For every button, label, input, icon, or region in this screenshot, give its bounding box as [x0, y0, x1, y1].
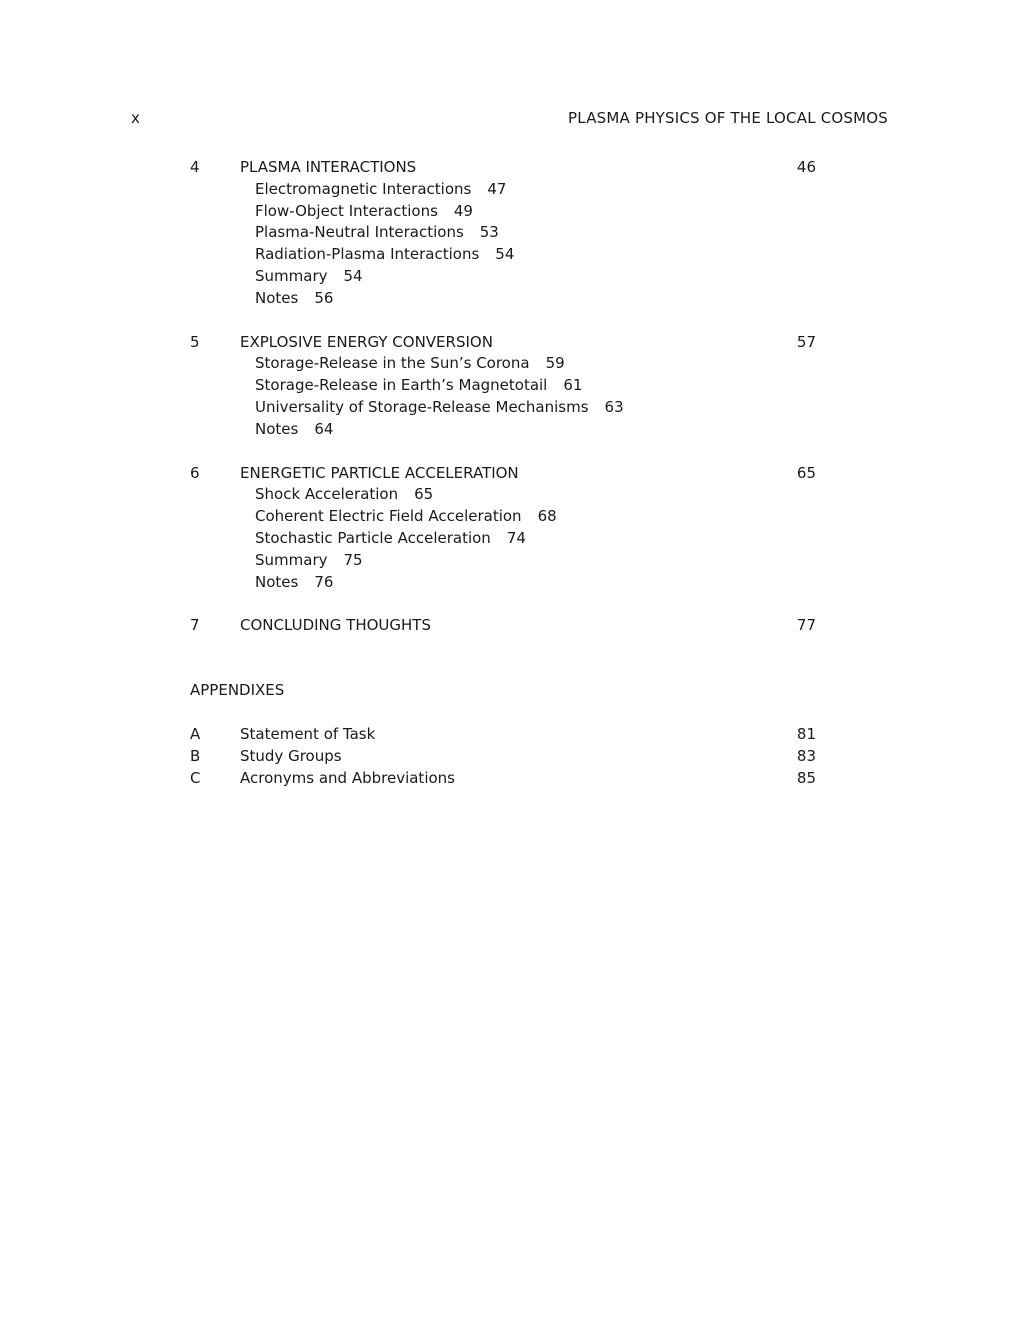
page-header: [131, 107, 888, 129]
section-title: Stochastic Particle Acceleration: [255, 528, 491, 547]
chapter-number: 7: [190, 616, 200, 635]
section-entry[interactable]: [190, 484, 816, 506]
section-entry[interactable]: [190, 244, 816, 266]
section-entry[interactable]: [190, 419, 816, 441]
section-title: Electromagnetic Interactions: [255, 179, 472, 198]
appendix-title: Acronyms and Abbreviations: [240, 768, 455, 787]
appendix-entry[interactable]: [190, 768, 816, 790]
appendix-page: 81: [796, 724, 816, 743]
section-entry[interactable]: [190, 288, 816, 310]
section-entry[interactable]: [190, 375, 816, 397]
chapter-title: CONCLUDING THOUGHTS: [240, 616, 431, 635]
chapter-5: [190, 332, 816, 441]
appendixes-heading: APPENDIXES: [190, 681, 285, 700]
appendix-letter: C: [190, 768, 201, 787]
section-title: Summary: [255, 550, 328, 569]
section-page: 64: [314, 419, 334, 438]
chapter-4: [190, 157, 816, 310]
section-page: 75: [343, 550, 363, 569]
chapter-title: PLASMA INTERACTIONS: [240, 158, 417, 176]
section-title: Storage-Release in the Sun’s Corona: [255, 354, 530, 373]
chapter-number: 4: [190, 158, 200, 176]
section-entry[interactable]: [190, 266, 816, 288]
section-entry[interactable]: [190, 353, 816, 375]
section-page: 74: [506, 528, 526, 547]
section-title: Notes: [255, 572, 299, 591]
section-page: 54: [343, 266, 363, 285]
chapter-entry[interactable]: [190, 463, 816, 485]
running-title: PLASMA PHYSICS OF THE LOCAL COSMOS: [568, 109, 888, 127]
section-title: Storage-Release in Earth’s Magnetotail: [255, 376, 548, 395]
section-title: Flow-Object Interactions: [255, 201, 438, 220]
chapter-number: 6: [190, 463, 200, 482]
chapter-entry[interactable]: [190, 615, 816, 637]
section-page: 65: [414, 485, 434, 504]
table-of-contents: [190, 157, 816, 789]
chapter-page: 46: [796, 158, 816, 176]
chapter-title: EXPLOSIVE ENERGY CONVERSION: [240, 332, 493, 351]
appendix-list: [190, 724, 816, 789]
section-title: Radiation-Plasma Interactions: [255, 245, 480, 264]
appendix-letter: A: [190, 724, 201, 743]
appendix-title: Study Groups: [240, 746, 342, 765]
chapter-entry[interactable]: [190, 157, 816, 179]
chapter-7: [190, 615, 816, 637]
section-title: Coherent Electric Field Acceleration: [255, 507, 522, 526]
chapter-title: ENERGETIC PARTICLE ACCELERATION: [240, 463, 519, 482]
section-entry[interactable]: [190, 201, 816, 223]
page-number: x: [131, 109, 140, 127]
chapter-page: 65: [796, 463, 816, 482]
section-page: 63: [604, 397, 624, 416]
chapter-number: 5: [190, 332, 200, 351]
section-page: 47: [487, 179, 507, 198]
section-entry[interactable]: [190, 550, 816, 572]
section-title: Notes: [255, 419, 299, 438]
chapter-entry[interactable]: [190, 332, 816, 354]
section-entry[interactable]: [190, 397, 816, 419]
chapter-page: 57: [796, 332, 816, 351]
section-entry[interactable]: [190, 572, 816, 594]
section-page: 49: [453, 201, 473, 220]
chapter-page: 77: [796, 616, 816, 635]
section-title: Notes: [255, 288, 299, 307]
appendix-entry[interactable]: [190, 746, 816, 768]
section-title: Plasma-Neutral Interactions: [255, 223, 464, 242]
appendix-letter: B: [190, 746, 201, 765]
section-entry[interactable]: [190, 222, 816, 244]
section-page: 56: [314, 288, 334, 307]
section-entry[interactable]: [190, 506, 816, 528]
section-title: Summary: [255, 266, 328, 285]
section-entry[interactable]: [190, 179, 816, 201]
section-page: 76: [314, 572, 334, 591]
appendix-page: 83: [796, 746, 816, 765]
section-title: Universality of Storage-Release Mechanisms: [255, 397, 589, 416]
appendix-page: 85: [796, 768, 816, 787]
section-page: 53: [479, 223, 499, 242]
section-entry[interactable]: [190, 528, 816, 550]
section-page: 54: [495, 245, 515, 264]
section-page: 61: [563, 376, 583, 395]
section-page: 59: [545, 354, 565, 373]
appendix-title: Statement of Task: [240, 724, 376, 743]
section-title: Shock Acceleration: [255, 485, 399, 504]
appendix-entry[interactable]: [190, 724, 816, 746]
section-page: 68: [537, 507, 557, 526]
chapter-6: [190, 463, 816, 594]
